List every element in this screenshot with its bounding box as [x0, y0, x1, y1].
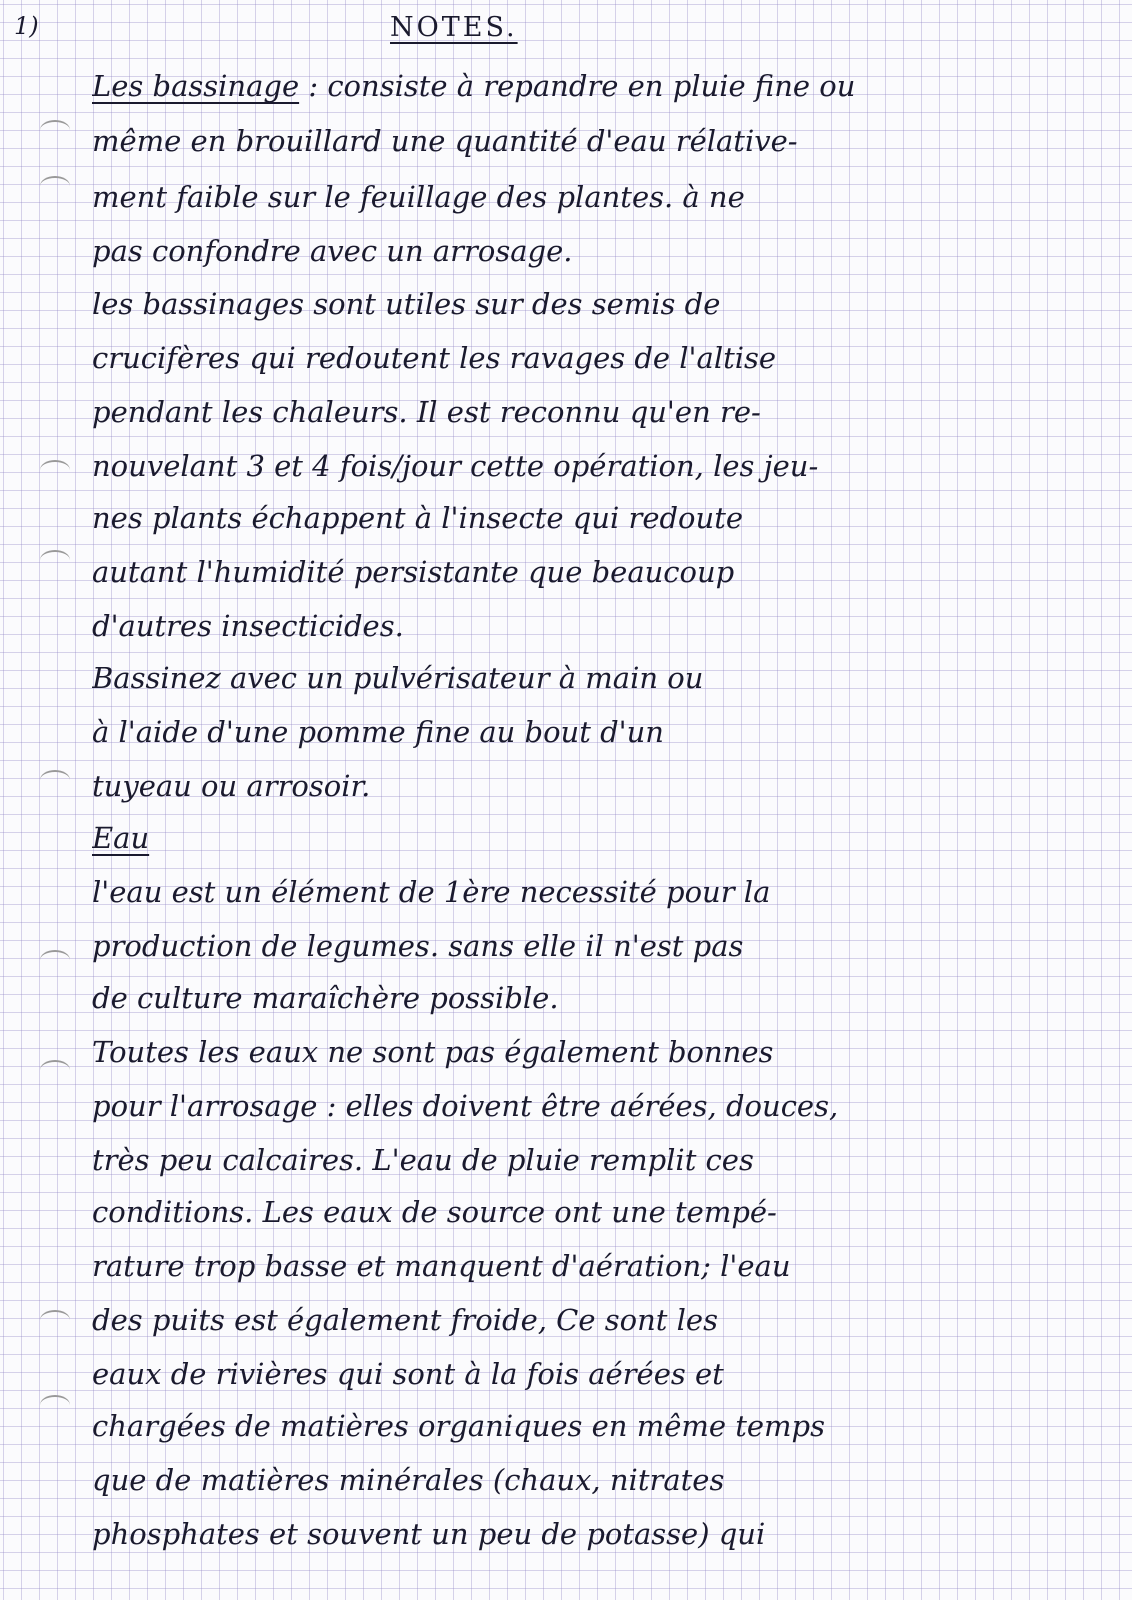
text-line: Toutes les eaux ne sont pas également bonnes — [92, 1035, 774, 1069]
text-line: autant l'humidité persistante que beaucoup — [92, 555, 735, 589]
text-line: rature trop basse et manquent d'aération; l'eau — [92, 1249, 791, 1283]
text-line: phosphates et souvent un peu de potasse) qui — [92, 1517, 766, 1551]
binder-hole — [40, 120, 70, 140]
text-line: tuyeau ou arrosoir. — [92, 769, 371, 803]
text-line: d'autres insecticides. — [92, 609, 404, 643]
text-line: pendant les chaleurs. Il est reconnu qu'en re- — [92, 395, 761, 429]
page-title: NOTES. — [390, 12, 518, 43]
section-heading: Eau — [92, 821, 150, 855]
binder-hole — [40, 1060, 70, 1080]
binder-hole — [40, 770, 70, 790]
text-line: l'eau est un élément de 1ère necessité pour la — [92, 875, 771, 909]
binder-hole — [40, 550, 70, 570]
text-line: ment faible sur le feuillage des plantes. à ne — [92, 180, 745, 214]
text-line: chargées de matières organiques en même temps — [92, 1409, 826, 1443]
text-line: production de legumes. sans elle il n'est pas — [92, 929, 744, 963]
text-line: que de matières minérales (chaux, nitrates — [92, 1463, 725, 1497]
text-line: même en brouillard une quantité d'eau rélative- — [92, 124, 798, 158]
text-line: de culture maraîchère possible. — [92, 981, 559, 1015]
text-line: pour l'arrosage : elles doivent être aérées, douces, — [92, 1089, 839, 1123]
text-line: à l'aide d'une pomme fine au bout d'un — [92, 715, 664, 749]
text-line: nes plants échappent à l'insecte qui redoute — [92, 501, 744, 535]
text-line: conditions. Les eaux de source ont une tempé- — [92, 1195, 777, 1229]
section-heading: Les bassinage — [92, 69, 300, 103]
text-line: Les bassinage : consiste à repandre en pluie fine ou — [92, 69, 856, 103]
text-line: très peu calcaires. L'eau de pluie remplit ces — [92, 1143, 754, 1177]
text-line: nouvelant 3 et 4 fois/jour cette opération, les jeu- — [92, 449, 819, 483]
text-line: crucifères qui redoutent les ravages de l'altise — [92, 341, 777, 375]
binder-hole — [40, 950, 70, 970]
text-line: des puits est également froide, Ce sont les — [92, 1303, 718, 1337]
text-line: eaux de rivières qui sont à la fois aérées et — [92, 1357, 724, 1391]
page-number: 1) — [14, 12, 39, 40]
text-line: pas confondre avec un arrosage. — [92, 234, 573, 268]
binder-hole — [40, 1310, 70, 1330]
text-line — [92, 818, 1102, 858]
text-line: Bassinez avec un pulvérisateur à main ou — [92, 661, 704, 695]
binder-hole — [40, 1395, 70, 1415]
text-line: les bassinages sont utiles sur des semis de — [92, 287, 721, 321]
binder-hole — [40, 176, 70, 196]
binder-hole — [40, 460, 70, 480]
